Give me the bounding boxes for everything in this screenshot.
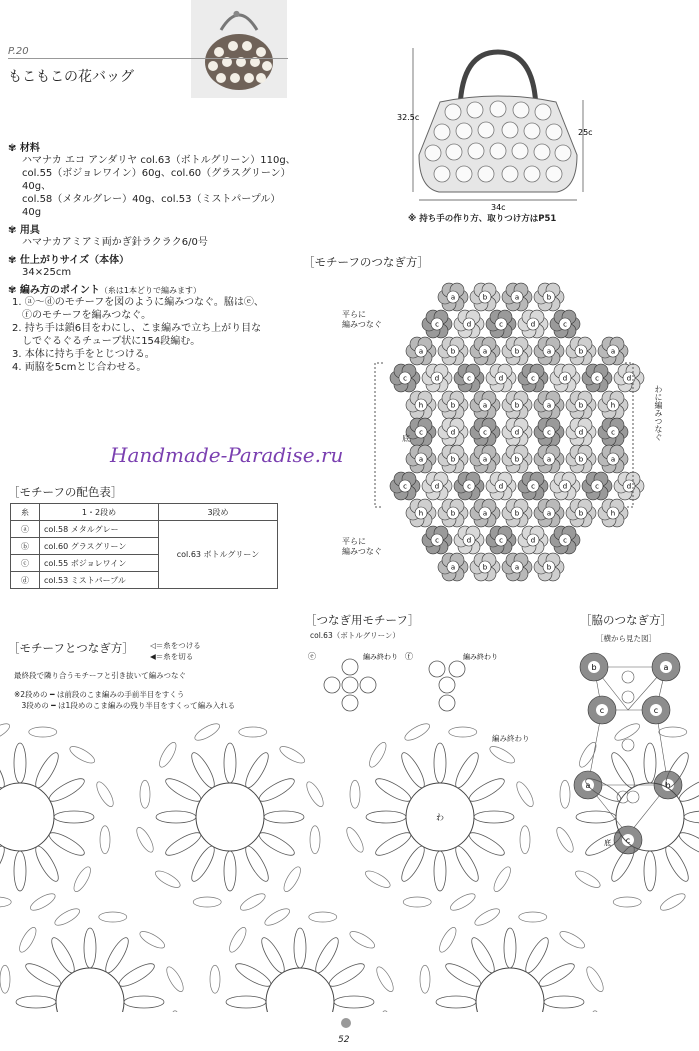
svg-text:d: d (578, 428, 584, 437)
motif-flower (534, 499, 564, 527)
header-cell: 3段め (159, 504, 278, 521)
svg-text:a: a (482, 455, 488, 464)
motif-flower (470, 337, 500, 365)
svg-text:a: a (546, 455, 552, 464)
svg-text:a: a (514, 563, 520, 572)
svg-text:b: b (514, 455, 520, 464)
materials-line: col.55（ボジョレワイン）60g、col.60（グラスグリーン）40g、 (22, 168, 291, 192)
motif-flower (502, 553, 532, 581)
motif-flower (438, 499, 468, 527)
motif-flower (422, 526, 452, 554)
motif-flower (486, 364, 516, 392)
svg-text:a: a (482, 509, 488, 518)
svg-text:d: d (466, 536, 472, 545)
svg-text:b: b (546, 293, 552, 302)
svg-text:a: a (450, 563, 456, 572)
svg-text:c: c (403, 482, 407, 491)
bag-width: 34c (491, 203, 506, 212)
svg-text:c: c (563, 320, 567, 329)
svg-text:a: a (450, 293, 456, 302)
motif-flower (534, 553, 564, 581)
motif-flower (438, 445, 468, 473)
svg-text:h: h (418, 509, 424, 518)
svg-text:c: c (467, 482, 471, 491)
page-number: 52 (338, 1035, 350, 1045)
svg-text:d: d (434, 374, 440, 383)
motif-flower (598, 499, 628, 527)
svg-text:b: b (591, 663, 597, 672)
side-title: ［脇のつなぎ方］ (580, 613, 672, 627)
motif-flower (390, 472, 420, 500)
ring-label: わ (436, 813, 444, 822)
connect-title: ［つなぎ用モチーフ］ (305, 613, 420, 627)
motif-flower (502, 337, 532, 365)
svg-text:b: b (482, 293, 488, 302)
motif-flower (438, 418, 468, 446)
motif-flower (550, 472, 580, 500)
motif-flower (406, 418, 436, 446)
motif-flower (502, 499, 532, 527)
svg-text:b: b (450, 509, 456, 518)
motif-flower (454, 526, 484, 554)
svg-text:c: c (499, 536, 503, 545)
motif-f-key: ⓕ (405, 652, 413, 661)
color-table-title: ［モチーフの配色表］ (8, 485, 123, 499)
motif-flower (518, 526, 548, 554)
table-row (11, 521, 278, 538)
table-row (11, 504, 278, 521)
motif-chart (0, 712, 699, 1012)
svg-text:a: a (418, 347, 424, 356)
motif-flower (550, 310, 580, 338)
svg-text:b: b (578, 347, 584, 356)
svg-text:●: ● (233, 9, 240, 18)
chart-note-1: 最終段で隣り合うモチーフと引き抜いて編みつなぐ (14, 671, 186, 680)
svg-text:a: a (585, 781, 591, 790)
page-dot (341, 1018, 351, 1028)
motif-flower (550, 364, 580, 392)
motif-flower (406, 499, 436, 527)
connect-yarn: col.63（ボトルグリーン） (310, 631, 400, 640)
bag-diagram (395, 40, 595, 230)
svg-text:b: b (514, 401, 520, 410)
motif-flower (470, 445, 500, 473)
svg-text:c: c (499, 320, 503, 329)
svg-text:c: c (547, 428, 551, 437)
motif-flower (422, 310, 452, 338)
svg-text:b: b (578, 509, 584, 518)
motif-flower (422, 472, 452, 500)
flower-bullet-icon: ✾ (8, 255, 17, 266)
size-heading: 仕上がりサイズ（本体） (19, 255, 130, 266)
motif-flower (534, 418, 564, 446)
page-title: もこもこの花バッグ (8, 69, 134, 85)
svg-text:b: b (578, 455, 584, 464)
svg-text:a: a (663, 663, 669, 672)
motif-flower (518, 310, 548, 338)
header-cell: 糸 (11, 504, 40, 521)
svg-text:d: d (450, 428, 456, 437)
svg-text:b: b (514, 347, 520, 356)
motif-flower (486, 472, 516, 500)
materials-line: col.58（メタルグレー）40g、col.53（ミストパープル）40g (22, 194, 281, 218)
handle-note: ※ 持ち手の作り方、取りつけ方はP51 (408, 214, 557, 224)
svg-text:d: d (434, 482, 440, 491)
svg-text:b: b (450, 347, 456, 356)
svg-text:a: a (546, 347, 552, 356)
legend-cut: ＝糸を切る (155, 652, 194, 661)
motif-flower (534, 283, 564, 311)
svg-text:d: d (562, 482, 568, 491)
materials-line: ハマナカ エコ アンダリヤ col.63（ボトルグリーン）110g、 (22, 155, 296, 166)
motif-flower (502, 391, 532, 419)
svg-text:h: h (610, 509, 616, 518)
tools-heading: 用具 (19, 225, 40, 236)
flower-bullet-icon: ✾ (8, 143, 17, 154)
motif-flower (438, 283, 468, 311)
legend (150, 640, 201, 662)
svg-text:d: d (626, 482, 632, 491)
svg-text:h: h (610, 401, 616, 410)
motif-flower (470, 418, 500, 446)
svg-text:d: d (530, 320, 536, 329)
svg-text:a: a (514, 293, 520, 302)
motif-flower (486, 310, 516, 338)
svg-text:c: c (595, 374, 599, 383)
cut-yarn-icon: ◀ (150, 652, 156, 661)
row-key: ⓐ (11, 521, 40, 538)
motif-flower (406, 445, 436, 473)
motif-chart-title: ［モチーフとつなぎ方］ (8, 641, 134, 655)
row-color-3: col.63 ボトルグリーン (159, 521, 278, 589)
crochet-motif (204, 906, 397, 1012)
row-key: ⓓ (11, 572, 40, 589)
motif-flower (502, 418, 532, 446)
svg-text:b: b (482, 563, 488, 572)
points-line: しでぐるぐるチューブ状に154段編む。 (12, 336, 201, 347)
svg-text:d: d (466, 320, 472, 329)
motif-flower (406, 337, 436, 365)
svg-text:c: c (531, 482, 535, 491)
motif-flower (390, 364, 420, 392)
materials-heading: 材料 (19, 143, 40, 154)
page-label: P.20 (8, 46, 29, 57)
svg-text:b: b (546, 563, 552, 572)
motif-flower (598, 391, 628, 419)
svg-text:b: b (665, 781, 671, 790)
motif-flower (470, 553, 500, 581)
side-bottom: 底 (604, 839, 611, 847)
connect-motifs (305, 645, 505, 720)
motif-flower (438, 337, 468, 365)
crochet-motif (554, 721, 699, 914)
chart-note-3: 3段めの ━ は1段めのこま編みの残り半目をすくって編み入れる (14, 701, 236, 710)
side-sub: ［横から見た図］ (596, 634, 656, 643)
row-color: col.53 ミストパープル (40, 572, 159, 589)
row-color: col.60 グラスグリーン (40, 538, 159, 555)
svg-text:c: c (599, 706, 605, 715)
motif-flower (470, 391, 500, 419)
motif-e-key: ⓔ (308, 652, 316, 661)
bottom-label: 底 (402, 434, 410, 443)
flower-bullet-icon: ✾ (8, 225, 17, 236)
motif-flower (454, 364, 484, 392)
points-line: 1. ⓐ～ⓓのモチーフを図のように編みつなぐ。脇はⓔ、 (12, 297, 264, 308)
svg-text:h: h (418, 401, 424, 410)
motif-flower (470, 283, 500, 311)
points-note: （糸は1本どりで編みます） (99, 286, 201, 295)
svg-text:c: c (563, 536, 567, 545)
motif-flower (502, 283, 532, 311)
svg-text:c: c (653, 706, 659, 715)
svg-text:c: c (625, 836, 631, 845)
row-color: col.55 ボジョレワイン (40, 555, 159, 572)
svg-text:c: c (467, 374, 471, 383)
motif-flower (518, 472, 548, 500)
svg-text:c: c (435, 536, 439, 545)
legend-attach: ＝糸をつける (155, 641, 201, 650)
svg-text:c: c (611, 428, 615, 437)
motif-flower (566, 499, 596, 527)
svg-text:a: a (610, 347, 616, 356)
bag-photo (191, 0, 287, 98)
motif-flower (534, 391, 564, 419)
svg-text:d: d (498, 374, 504, 383)
row-key: ⓑ (11, 538, 40, 555)
motif-f-end: 編み終わり (463, 653, 498, 661)
watermark: Handmade-Paradise.ru (110, 443, 344, 467)
motif-flower (614, 364, 644, 392)
svg-text:b: b (450, 455, 456, 464)
points-line: 3. 本体に持ち手をとじつける。 (12, 349, 155, 360)
motif-flower (534, 337, 564, 365)
svg-text:c: c (419, 428, 423, 437)
motif-flower (614, 472, 644, 500)
svg-text:d: d (626, 374, 632, 383)
motif-flower (438, 391, 468, 419)
bag-height-right: 25c (578, 128, 593, 137)
motif-flower (406, 391, 436, 419)
points-line: 2. 持ち手は鎖6目をわにし、こま編みで立ち上がり目な (12, 323, 262, 334)
motif-flower (598, 418, 628, 446)
bag-height-left: 32.5c (397, 113, 420, 122)
svg-text:c: c (595, 482, 599, 491)
svg-text:d: d (514, 428, 520, 437)
motif-flower (438, 553, 468, 581)
motif-flower (534, 445, 564, 473)
svg-text:c: c (483, 428, 487, 437)
motif-flower (598, 445, 628, 473)
svg-text:b: b (578, 401, 584, 410)
joining-title: ［モチーフのつなぎ方］ (303, 255, 429, 269)
crochet-motif (0, 721, 116, 914)
svg-text:d: d (498, 482, 504, 491)
title-rule (8, 58, 288, 59)
motif-flower (566, 337, 596, 365)
svg-text:b: b (514, 509, 520, 518)
svg-text:c: c (435, 320, 439, 329)
motif-flower (518, 364, 548, 392)
svg-text:c: c (403, 374, 407, 383)
motif-flower (582, 364, 612, 392)
svg-text:a: a (546, 401, 552, 410)
points-line: ⓕのモチーフを編みつなぐ。 (12, 310, 152, 321)
motif-flower (502, 445, 532, 473)
flat-top-label: 平らに 編みつなぐ (342, 310, 382, 329)
svg-text:d: d (562, 374, 568, 383)
flat-bottom-label: 平らに 編みつなぐ (342, 537, 382, 556)
flower-bullet-icon: ✾ (8, 285, 17, 296)
motif-flower (486, 526, 516, 554)
size-line: 34×25cm (22, 267, 72, 278)
motif-flower (566, 391, 596, 419)
motif-flower (566, 418, 596, 446)
svg-text:c: c (531, 374, 535, 383)
crochet-motif (134, 721, 327, 914)
svg-text:d: d (530, 536, 536, 545)
row-color: col.58 メタルグレー (40, 521, 159, 538)
motif-e-end: 編み終わり (363, 653, 398, 661)
chart-note-2: ※2段めの ━ は前段のこま編みの手前半目をすくう (14, 690, 185, 699)
points-heading: 編み方のポイント (19, 285, 100, 296)
motif-flower (566, 445, 596, 473)
motif-flower (454, 472, 484, 500)
color-table (10, 503, 278, 589)
motif-flower (550, 526, 580, 554)
motif-flower (582, 472, 612, 500)
joining-diagram (335, 275, 665, 595)
svg-text:a: a (482, 347, 488, 356)
chart-end-label: 編み終わり (492, 734, 530, 743)
motif-flower (598, 337, 628, 365)
header-cell: 1・2段め (40, 504, 159, 521)
ring-label: わに編みつなぐ (654, 385, 663, 441)
row-key: ⓒ (11, 555, 40, 572)
motif-flower (454, 310, 484, 338)
tools-line: ハマナカアミアミ両かぎ針ラクラク6/0号 (22, 237, 208, 248)
svg-text:b: b (450, 401, 456, 410)
crochet-motif (414, 906, 607, 1012)
crochet-motif (0, 906, 186, 1012)
points-line: 4. 両脇を5cmとじ合わせる。 (12, 362, 147, 373)
svg-text:a: a (610, 455, 616, 464)
motif-flower (422, 364, 452, 392)
motif-flower (470, 499, 500, 527)
svg-text:a: a (418, 455, 424, 464)
materials-section (8, 139, 298, 374)
svg-text:a: a (482, 401, 488, 410)
svg-text:a: a (546, 509, 552, 518)
attach-yarn-icon: ◁ (150, 641, 156, 650)
